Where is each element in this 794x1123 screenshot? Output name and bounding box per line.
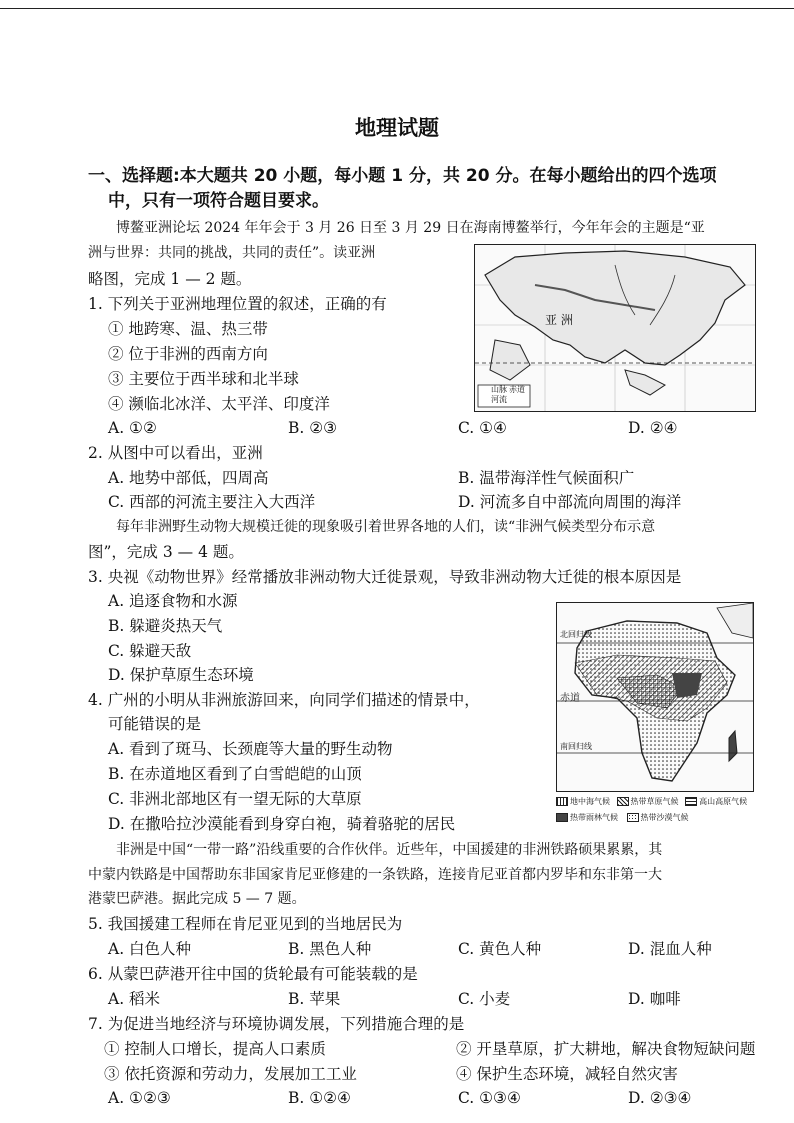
passage1-line3: 略图，完成 1 — 2 题。 (88, 270, 252, 288)
africa-south-tropic-label: 南回归线 (560, 742, 592, 751)
q5-option-b: B. 黑色人种 (288, 940, 372, 958)
legend-swatch (617, 797, 629, 806)
q4-stem-line1: 4. 广州的小明从非洲旅游回来，向同学们描述的情景中， (88, 691, 480, 709)
q3-option-b: B. 躲避炎热天气 (108, 617, 223, 635)
q1-item: ④ 濒临北冰洋、太平洋、印度洋 (108, 395, 330, 413)
passage1-line1: 博鳌亚洲论坛 2024 年年会于 3 月 26 日至 3 月 29 日在海南博鳌举行，今年年会的主题是“亚 (116, 220, 705, 236)
q3-option-d: D. 保护草原生态环境 (108, 666, 254, 684)
passage3-line3: 港蒙巴萨港。据此完成 5 — 7 题。 (88, 891, 306, 907)
q7-item: ③ 依托资源和劳动力，发展加工工业 (104, 1065, 357, 1083)
africa-equator-label: 赤道 (560, 693, 580, 704)
q2-option-c: C. 西部的河流主要注入大西洋 (108, 493, 316, 511)
q1-option-a: A. ①② (108, 419, 157, 437)
q1-item: ③ 主要位于西半球和北半球 (108, 370, 299, 388)
q2-option-b: B. 温带海洋性气候面积广 (458, 469, 635, 487)
q3-option-c: C. 躲避天敌 (108, 642, 192, 660)
q5-option-d: D. 混血人种 (628, 940, 712, 958)
asia-map-legend-equator: 赤道 (509, 385, 525, 394)
legend-label: 热带沙漠气候 (640, 813, 689, 822)
africa-north-tropic-label: 北回归线 (560, 630, 592, 639)
q5-option-a: A. 白色人种 (108, 940, 192, 958)
legend-swatch (627, 813, 639, 822)
q2-stem: 2. 从图中可以看出，亚洲 (88, 444, 263, 462)
page-title: 地理试题 (355, 116, 439, 140)
legend-swatch (685, 797, 697, 806)
africa-legend-row2 (556, 812, 689, 823)
q2-option-d: D. 河流多自中部流向周围的海洋 (458, 493, 682, 511)
passage1-line2: 洲与世界：共同的挑战，共同的责任”。读亚洲 (88, 245, 376, 261)
legend-swatch (556, 813, 568, 822)
q7-item: ② 开垦草原，扩大耕地，解决食物短缺问题 (456, 1040, 756, 1058)
q1-item: ② 位于非洲的西南方向 (108, 345, 268, 363)
legend-swatch (556, 797, 568, 806)
q6-option-c: C. 小麦 (458, 990, 511, 1008)
q6-stem: 6. 从蒙巴萨港开往中国的货轮最有可能装载的是 (88, 965, 418, 983)
section-heading-line2: 中，只有一项符合题目要求。 (108, 191, 329, 211)
passage2-line2: 图”，完成 3 — 4 题。 (88, 543, 244, 561)
q3-stem: 3. 央视《动物世界》经常播放非洲动物大迁徙景观，导致非洲动物大迁徙的根本原因是 (88, 568, 682, 586)
q1-option-c: C. ①④ (458, 419, 507, 437)
q7-option-b: B. ①②④ (288, 1089, 351, 1107)
section-heading-line1: 一、选择题:本大题共 20 小题，每小题 1 分，共 20 分。在每小题给出的四个选项 (88, 166, 717, 186)
q6-option-b: B. 苹果 (288, 990, 341, 1008)
top-rule (0, 8, 794, 9)
q5-option-c: C. 黄色人种 (458, 940, 542, 958)
q7-item: ④ 保护生态环境，减轻自然灾害 (456, 1065, 678, 1083)
q4-stem-line2: 可能错误的是 (108, 715, 202, 733)
legend-label: 高山高原气候 (699, 797, 748, 806)
q5-stem: 5. 我国援建工程师在肯尼亚见到的当地居民为 (88, 915, 403, 933)
legend-label: 地中海气候 (570, 797, 610, 806)
passage2-line1: 每年非洲野生动物大规模迁徙的现象吸引着世界各地的人们，读“非洲气候类型分布示意 (116, 519, 656, 535)
q2-option-a: A. 地势中部低，四周高 (108, 469, 269, 487)
q1-stem: 1. 下列关于亚洲地理位置的叙述，正确的有 (88, 295, 387, 313)
q6-option-a: A. 稻米 (108, 990, 161, 1008)
africa-map (556, 602, 754, 792)
q1-option-b: B. ②③ (288, 419, 338, 437)
q1-item: ① 地跨寒、温、热三带 (108, 320, 268, 338)
passage3-line2: 中蒙内铁路是中国帮助东非国家肯尼亚修建的一条铁路，连接肯尼亚首都内罗毕和东非第一大 (88, 867, 662, 883)
q7-option-d: D. ②③④ (628, 1089, 692, 1107)
africa-legend-row1 (556, 796, 747, 807)
q7-option-c: C. ①③④ (458, 1089, 521, 1107)
asia-map-legend-mountain: 山脉 (491, 385, 507, 394)
asia-map-label: 亚 洲 (545, 313, 573, 327)
q3-option-a: A. 追逐食物和水源 (108, 592, 238, 610)
q6-option-d: D. 咖啡 (628, 990, 681, 1008)
q4-option-d: D. 在撒哈拉沙漠能看到身穿白袍，骑着骆驼的居民 (108, 815, 456, 833)
legend-label: 热带雨林气候 (570, 813, 618, 822)
q4-option-b: B. 在赤道地区看到了白雪皑皑的山顶 (108, 765, 362, 783)
q1-option-d: D. ②④ (628, 419, 678, 437)
q4-option-a: A. 看到了斑马、长颈鹿等大量的野生动物 (108, 740, 393, 758)
q4-option-c: C. 非洲北部地区有一望无际的大草原 (108, 790, 362, 808)
q7-option-a: A. ①②③ (108, 1089, 171, 1107)
asia-map (474, 244, 756, 412)
asia-map-legend-river: 河流 (491, 395, 507, 404)
legend-label: 热带草原气候 (630, 797, 679, 806)
passage3-line1: 非洲是中国“一带一路”沿线重要的合作伙伴。近些年，中国援建的非洲铁路硕果累累，其 (116, 842, 663, 858)
q7-stem: 7. 为促进当地经济与环境协调发展，下列措施合理的是 (88, 1015, 465, 1033)
q7-item: ① 控制人口增长，提高人口素质 (104, 1040, 326, 1058)
